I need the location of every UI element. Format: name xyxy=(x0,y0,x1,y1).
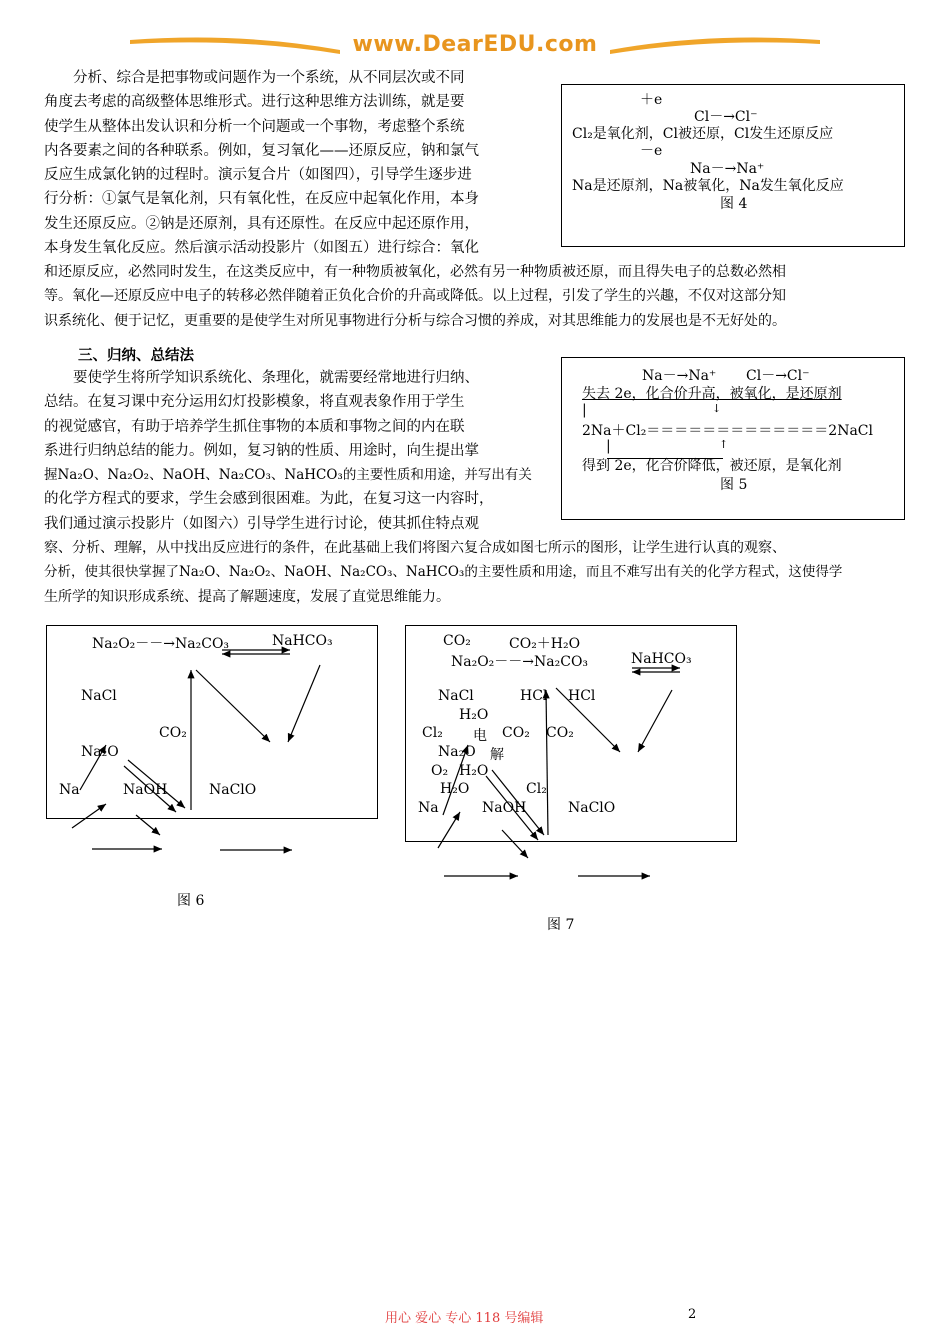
tick-mark: | xyxy=(582,402,587,418)
text-line: 总结。在复习课中充分运用幻灯投影模象，将直观表象作用于学生 xyxy=(44,394,465,411)
figure-5-caption: 图 5 xyxy=(720,477,748,493)
text-line: 发生还原反应。②钠是还原剂，具有还原性。在反应中起还原作用， xyxy=(44,215,479,232)
text-line: 本身发生氧化反应。然后演示活动投影片（如图五）进行综合：氧化 xyxy=(44,240,479,257)
lose-electrons-label: 失去 2e，化合价升高，被氧化，是还原剂 xyxy=(582,386,842,402)
cl2-label: Cl₂ xyxy=(526,781,547,797)
na-equation: Na－→Na⁺ xyxy=(690,161,765,177)
figure-6-caption: 图 6 xyxy=(177,893,205,909)
na-label: Na xyxy=(59,782,80,798)
naoh-label: NaOH xyxy=(482,800,527,816)
cl-equation: Cl－→Cl⁻ xyxy=(694,109,758,125)
text-line: 行分析：①氯气是氧化剂，只有氧化性，在反应中起氧化作用，本身 xyxy=(44,191,479,208)
text-line: 生所学的知识形成系统、提高了解题速度，发展了直觉思维能力。 xyxy=(44,588,450,605)
text-line: 角度去考虑的高级整体思维形式。进行这种思维方法训练，就是要 xyxy=(44,94,465,111)
h2o-label: H₂O xyxy=(459,707,489,723)
reaction-equation: 2Na＋Cl₂＝＝＝＝＝＝＝＝＝＝＝＝＝2NaCl xyxy=(582,423,873,439)
naclo-label: NaClO xyxy=(209,782,257,798)
na-label: Na xyxy=(418,800,439,816)
text-line: 握Na₂O、Na₂O₂、NaOH、Na₂CO₃、NaHCO₃的主要性质和用途，并写出有关 xyxy=(44,467,532,484)
hcl-label: HCl xyxy=(568,688,596,704)
na2o-label: Na₂O xyxy=(438,744,476,760)
text-line: 系进行归纳总结的能力。例如，复习钠的性质、用途时，向生提出掌 xyxy=(44,442,479,459)
co2-label: CO₂ xyxy=(159,725,187,741)
nacl-label: NaCl xyxy=(438,688,474,704)
hcl-label: HCl xyxy=(520,688,548,704)
text-line: 的视觉感官，有助于培养学生抓住事物的本质和事物之间的内在联 xyxy=(44,418,465,435)
h2o-label: H₂O xyxy=(440,781,470,797)
co2-h2o-label: CO₂＋H₂O xyxy=(509,636,581,652)
logo-text: www.DearEDU.com xyxy=(352,32,598,57)
cl-description: Cl₂是氧化剂，Cl被还原，Cl发生还原反应 xyxy=(572,126,834,142)
naoh-label: NaOH xyxy=(123,782,168,798)
na2o-label: Na₂O xyxy=(81,744,119,760)
minus-e-label: －e xyxy=(640,143,663,159)
text-line: 分析，使其很快掌握了Na₂O、Na₂O₂、NaOH、Na₂CO₃、NaHCO₃的主要性质和用途，而且不难写出有关的化学方程式，这使得学 xyxy=(44,564,843,581)
text-line: 识系统化、便于记忆，更重要的是使学生对所见事物进行分析与综合习惯的养成，对其思维能力的发展也是不无好处的。 xyxy=(44,312,786,329)
electrolysis-char-1: 电 xyxy=(473,728,487,744)
page-number: 2 xyxy=(688,1307,697,1322)
h2o-label: H₂O xyxy=(459,763,489,779)
tick-mark: | xyxy=(606,438,611,454)
text-line: 察、分析、理解，从中找出反应进行的条件，在此基础上我们将图六复合成如图七所示的图形，让学生进行认真的观察、 xyxy=(44,540,786,556)
text-line: 等。氧化—还原反应中电子的转移必然伴随着正负化合价的升高或降低。以上过程，引发了学生的兴趣，不仅对这部分知 xyxy=(44,288,786,305)
co2-label: CO₂ xyxy=(502,725,530,741)
cl2-label: Cl₂ xyxy=(422,725,443,741)
text-line: 反应生成氯化钠的过程时。演示复合片（如图四），引导学生逐步进 xyxy=(44,167,472,184)
naclo-label: NaClO xyxy=(568,800,616,816)
figure-4-caption: 图 4 xyxy=(720,196,748,212)
text-line: 内各要素之间的各种联系。例如，复习氧化——还原反应，钠和氯气 xyxy=(44,142,479,159)
down-arrow-icon: ↓ xyxy=(712,402,722,415)
o2-label: O₂ xyxy=(431,763,449,779)
text-line: 我们通过演示投影片（如图六）引导学生进行讨论，使其抓住特点观 xyxy=(44,515,479,532)
co2-label: CO₂ xyxy=(546,725,574,741)
figure-7-caption: 图 7 xyxy=(547,917,575,933)
na2o2-to-na2co3: Na₂O₂－－→Na₂CO₃ xyxy=(451,654,589,670)
text-line: 的化学方程式的要求，学生会感到很困难。为此，在复习这一内容时， xyxy=(44,491,494,508)
text-line: 和还原反应，必然同时发生，在这类反应中，有一种物质被氧化，必然有另一种物质被还原，而且得失电子的总数必然相 xyxy=(44,264,786,280)
text-line: 要使学生将所学知识系统化、条理化，就需要经常地进行归纳、 xyxy=(73,370,479,386)
plus-e-label: ＋e xyxy=(640,92,663,108)
na-description: Na是还原剂，Na被氧化，Na发生氧化反应 xyxy=(572,178,844,194)
na2o2-to-na2co3: Na₂O₂－－→Na₂CO₃ xyxy=(92,636,230,652)
gain-electrons-label: 得到 2e，化合价降低，被还原，是氧化剂 xyxy=(582,458,842,474)
footer-text: 用心 爱心 专心 118 号编辑 xyxy=(385,1311,544,1326)
nacl-label: NaCl xyxy=(81,688,117,704)
cl-equation: Cl－→Cl⁻ xyxy=(746,368,810,384)
section-heading: 三、归纳、总结法 xyxy=(78,347,194,364)
up-arrow-icon: ↑ xyxy=(719,438,729,451)
nahco3-label: NaHCO₃ xyxy=(272,633,333,649)
text-line: 分析、综合是把事物或问题作为一个系统，从不同层次或不同 xyxy=(73,70,465,86)
na-equation: Na－→Na⁺ xyxy=(642,368,717,384)
text-line: 使学生从整体出发认识和分析一个问题或一个事物，考虑整个系统 xyxy=(44,118,465,135)
co2-label: CO₂ xyxy=(443,633,471,649)
nahco3-label: NaHCO₃ xyxy=(631,651,692,667)
electrolysis-char-2: 解 xyxy=(490,747,504,763)
